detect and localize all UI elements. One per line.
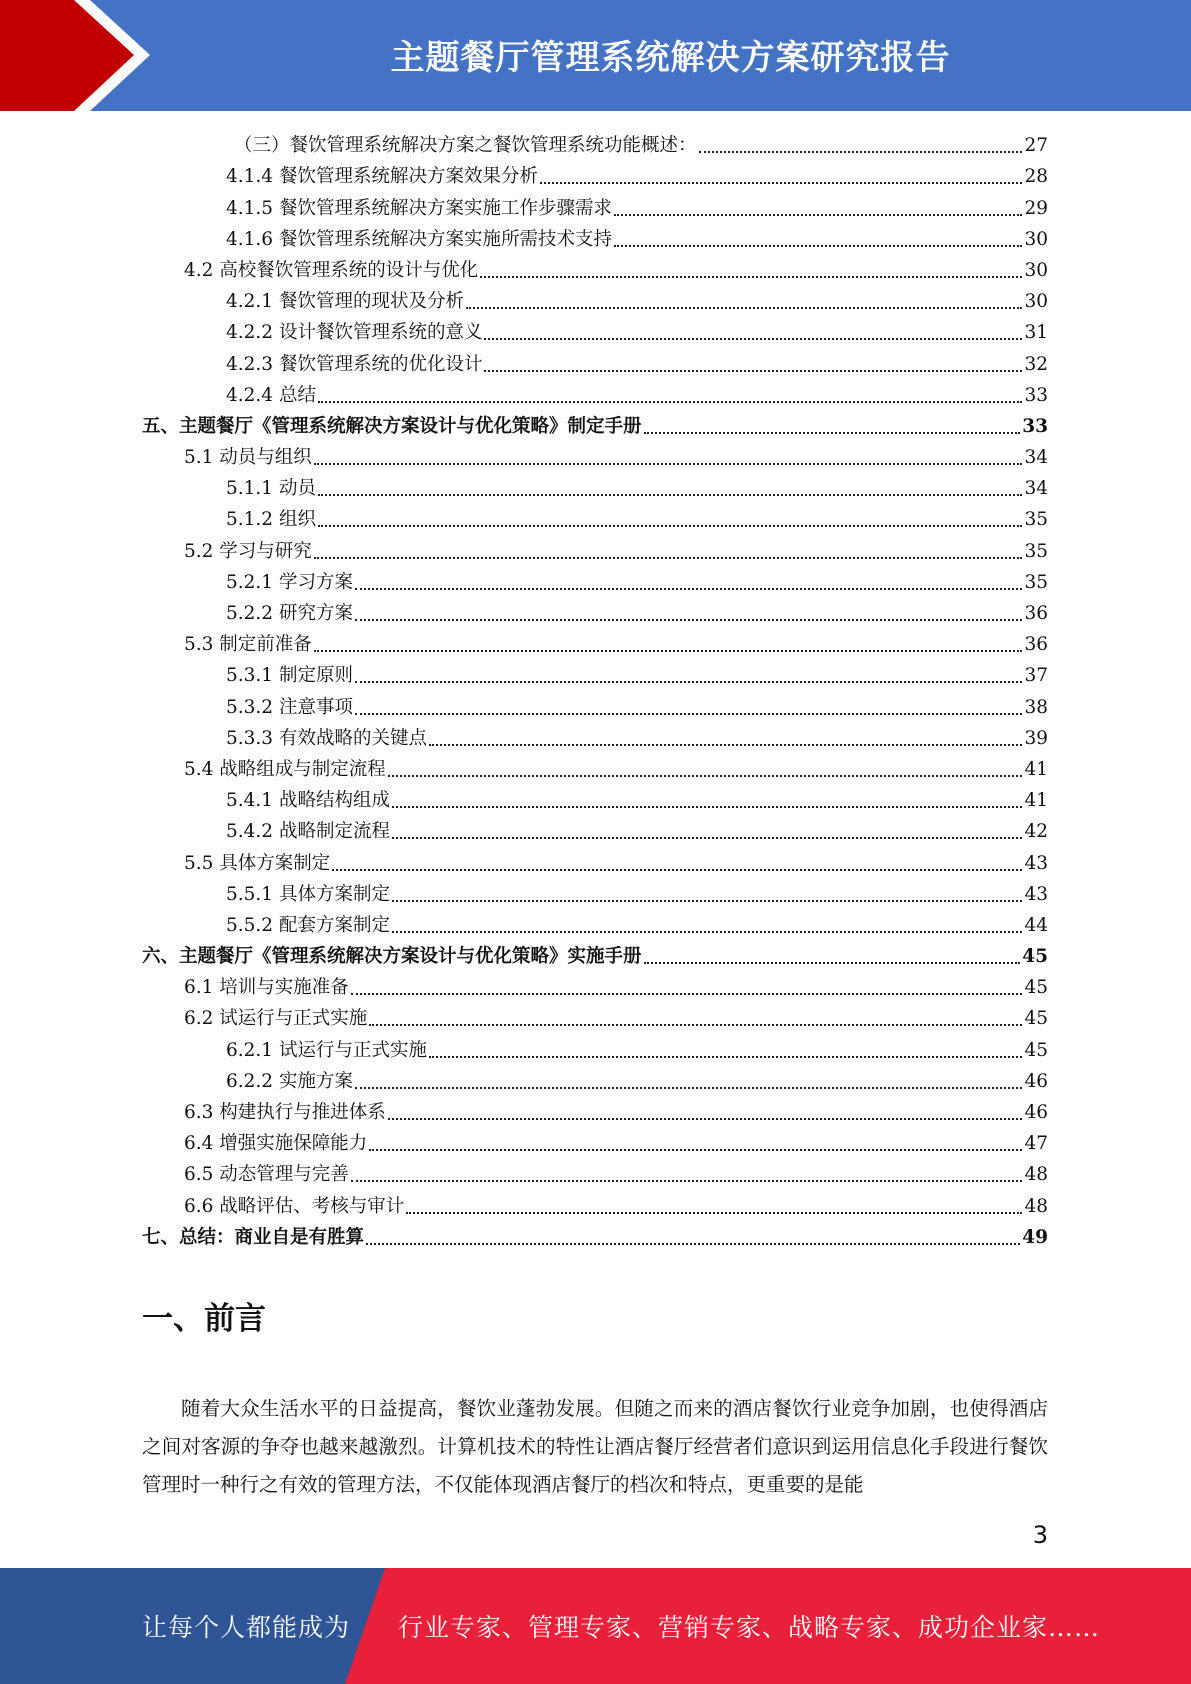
toc-dot-leader	[369, 1024, 1022, 1026]
footer-slogan-right: 行业专家、管理专家、营销专家、战略专家、成功企业家……	[398, 1613, 1101, 1642]
toc-dot-leader	[429, 1056, 1022, 1058]
toc-dot-leader	[369, 1149, 1022, 1151]
toc-dot-leader	[614, 245, 1022, 247]
toc-dot-leader	[540, 182, 1022, 184]
toc-entry[interactable]	[142, 1125, 1048, 1156]
toc-entry[interactable]	[142, 720, 1048, 751]
toc-entry[interactable]	[142, 813, 1048, 844]
toc-entry-page: 45	[1024, 977, 1048, 999]
toc-dot-leader	[644, 432, 1021, 434]
page-header	[0, 0, 1191, 111]
toc-entry-page: 44	[1024, 914, 1048, 936]
toc-entry-title: 6.4 增强实施保障能力	[184, 1133, 368, 1155]
toc-dot-leader	[318, 401, 1023, 403]
toc-entry[interactable]	[142, 127, 1048, 158]
toc-entry[interactable]	[142, 314, 1048, 345]
toc-entry-title: 5.5.1 具体方案制定	[226, 883, 390, 905]
toc-entry-page: 45	[1024, 1008, 1048, 1030]
toc-entry-title: 六、主题餐厅《管理系统解决方案设计与优化策略》实施手册	[142, 946, 642, 968]
toc-dot-leader	[314, 650, 1023, 652]
toc-entry-page: 33	[1022, 415, 1048, 437]
toc-dot-leader	[388, 775, 1023, 777]
toc-entry-title: 5.3.2 注意事项	[226, 696, 353, 718]
toc-entry-title: 5.5.2 配套方案制定	[226, 914, 390, 936]
toc-dot-leader	[466, 307, 1022, 309]
toc-entry-title: 5.4 战略组成与制定流程	[184, 758, 386, 780]
toc-entry-title: 4.2.3 餐饮管理系统的优化设计	[226, 353, 483, 375]
toc-entry-page: 39	[1024, 727, 1048, 749]
toc-dot-leader	[355, 713, 1023, 715]
toc-entry-title: 5.2.2 研究方案	[226, 603, 353, 624]
toc-entry-title: 4.2 高校餐饮管理系统的设计与优化	[184, 259, 479, 281]
toc-dot-leader	[429, 744, 1022, 746]
toc-entry-page: 29	[1024, 197, 1048, 219]
toc-entry[interactable]	[142, 876, 1048, 907]
toc-dot-leader	[484, 370, 1022, 372]
toc-entry-page: 43	[1024, 883, 1048, 905]
toc-dot-leader	[332, 869, 1022, 871]
toc-entry[interactable]	[142, 1156, 1048, 1187]
toc-dot-leader	[314, 463, 1023, 465]
toc-entry-title: 5.1.2 组织	[226, 509, 316, 531]
toc-entry-page: 41	[1024, 790, 1048, 812]
toc-dot-leader	[351, 1180, 1023, 1182]
toc-entry-title: 4.2.4 总结	[226, 384, 316, 406]
toc-entry-page: 36	[1024, 634, 1048, 656]
toc-entry[interactable]	[142, 969, 1048, 1000]
footer-slogan-left: 让每个人都能成为	[142, 1613, 351, 1642]
toc-dot-leader	[355, 1087, 1023, 1089]
toc-entry-title: 4.1.5 餐饮管理系统解决方案实施工作步骤需求	[226, 197, 612, 219]
toc-entry[interactable]	[142, 564, 1048, 595]
page-number: 3	[1032, 1521, 1048, 1549]
toc-entry-page: 30	[1024, 259, 1048, 281]
toc-dot-leader	[314, 557, 1023, 559]
toc-entry-title: 5.3 制定前准备	[184, 634, 312, 656]
toc-entry[interactable]	[142, 1219, 1048, 1250]
toc-entry[interactable]	[142, 1063, 1048, 1094]
toc-entry-title: 4.1.4 餐饮管理系统解决方案效果分析	[226, 166, 538, 188]
toc-entry[interactable]	[142, 782, 1048, 813]
toc-entry[interactable]	[142, 439, 1048, 470]
toc-entry-page: 37	[1024, 665, 1048, 687]
toc-entry[interactable]	[142, 252, 1048, 283]
toc-entry[interactable]	[142, 377, 1048, 408]
toc-entry-title: 6.2.2 实施方案	[226, 1070, 353, 1092]
toc-entry-page: 34	[1024, 447, 1048, 469]
toc-entry-title: 6.1 培训与实施准备	[184, 977, 349, 999]
toc-entry[interactable]	[142, 907, 1048, 938]
toc-entry-title: 5.1 动员与组织	[184, 447, 312, 469]
toc-entry-page: 30	[1024, 291, 1048, 313]
toc-dot-leader	[388, 1118, 1023, 1120]
toc-entry[interactable]	[142, 1031, 1048, 1062]
toc-entry[interactable]	[142, 938, 1048, 969]
toc-dot-leader	[355, 588, 1023, 590]
toc-dot-leader	[392, 931, 1022, 933]
toc-dot-leader	[355, 681, 1023, 683]
toc-entry-title: 五、主题餐厅《管理系统解决方案设计与优化策略》制定手册	[142, 415, 642, 437]
toc-entry[interactable]	[142, 1094, 1048, 1125]
toc-entry-page: 36	[1024, 603, 1048, 624]
toc-entry-title: 5.2.1 学习方案	[226, 571, 353, 593]
toc-entry-page: 30	[1024, 228, 1048, 250]
toc-entry-title: 4.2.2 设计餐饮管理系统的意义	[226, 322, 483, 344]
toc-entry-page: 41	[1024, 758, 1048, 780]
section-paragraph: 随着大众生活水平的日益提高，餐饮业蓬勃发展。但随之而来的酒店餐饮行业竞争加剧，也使得酒店之间对客源的争夺也越来越激烈。计算机技术的特性让酒店餐厅经营者们意识到运用信息化手段进行餐饮管理时一种行之有效的管理方法，不仅能体现酒店餐厅的档次和特点，更重要的是能	[142, 1397, 1048, 1496]
toc-entry-page: 46	[1024, 1070, 1048, 1092]
toc-entry-page: 35	[1024, 540, 1048, 562]
toc-dot-leader	[351, 993, 1023, 995]
toc-entry-title: 5.5 具体方案制定	[184, 852, 331, 874]
toc-entry-title: 6.3 构建执行与推进体系	[184, 1102, 386, 1123]
toc-entry-page: 35	[1024, 571, 1048, 593]
table-of-contents	[142, 127, 1048, 1250]
toc-entry[interactable]	[142, 283, 1048, 314]
toc-entry-page: 48	[1024, 1195, 1048, 1217]
toc-dot-leader	[392, 900, 1022, 902]
toc-entry-page: 35	[1024, 509, 1048, 531]
toc-entry[interactable]	[142, 626, 1048, 657]
toc-entry-title: 5.4.2 战略制定流程	[226, 821, 390, 843]
toc-entry-page: 45	[1024, 1039, 1048, 1061]
toc-dot-leader	[699, 151, 1023, 153]
toc-entry[interactable]	[142, 1187, 1048, 1218]
section-heading: 一、前言	[142, 1301, 266, 1337]
toc-entry[interactable]	[142, 501, 1048, 532]
toc-entry[interactable]	[142, 595, 1048, 626]
page-footer	[0, 1568, 1191, 1684]
toc-entry-page: 32	[1024, 353, 1048, 375]
toc-entry-page: 33	[1024, 384, 1048, 406]
toc-entry[interactable]	[142, 688, 1048, 719]
toc-entry-page: 43	[1024, 852, 1048, 874]
toc-dot-leader	[484, 338, 1022, 340]
toc-entry-title: 七、总结：商业自是有胜算	[142, 1226, 365, 1248]
toc-entry[interactable]	[142, 1000, 1048, 1031]
toc-entry[interactable]	[142, 408, 1048, 439]
toc-entry-title: 6.2.1 试运行与正式实施	[226, 1039, 427, 1061]
toc-entry[interactable]	[142, 532, 1048, 563]
toc-dot-leader	[406, 1212, 1022, 1214]
toc-dot-leader	[366, 1243, 1020, 1245]
toc-entry[interactable]	[142, 751, 1048, 782]
toc-entry-page: 27	[1024, 135, 1048, 157]
toc-entry-page: 31	[1024, 322, 1048, 344]
toc-entry-page: 49	[1022, 1226, 1048, 1248]
toc-dot-leader	[392, 806, 1022, 808]
toc-entry-title: 5.1.1 动员	[226, 478, 316, 500]
toc-entry[interactable]	[142, 221, 1048, 252]
toc-entry[interactable]	[142, 844, 1048, 875]
toc-entry-page: 38	[1024, 696, 1048, 718]
toc-entry[interactable]	[142, 657, 1048, 688]
toc-dot-leader	[614, 214, 1022, 216]
toc-dot-leader	[318, 525, 1023, 527]
toc-entry[interactable]	[142, 189, 1048, 220]
toc-entry-page: 28	[1024, 166, 1048, 188]
toc-entry-page: 46	[1024, 1102, 1048, 1123]
toc-entry-page: 42	[1024, 821, 1048, 843]
toc-entry-title: 5.4.1 战略结构组成	[226, 790, 390, 812]
toc-entry-title: 5.3.1 制定原则	[226, 665, 353, 687]
toc-entry[interactable]	[142, 470, 1048, 501]
toc-dot-leader	[318, 494, 1023, 496]
toc-entry-title: 6.5 动态管理与完善	[184, 1164, 349, 1186]
toc-dot-leader	[480, 276, 1022, 278]
toc-entry[interactable]	[142, 158, 1048, 189]
toc-entry-title: 5.2 学习与研究	[184, 540, 312, 562]
toc-entry[interactable]	[142, 345, 1048, 376]
toc-entry-title: 6.6 战略评估、考核与审计	[184, 1195, 405, 1217]
toc-entry-title: 4.2.1 餐饮管理的现状及分析	[226, 291, 464, 313]
toc-entry-title: 6.2 试运行与正式实施	[184, 1008, 368, 1030]
toc-entry-page: 34	[1024, 478, 1048, 500]
document-title: 主题餐厅管理系统解决方案研究报告	[390, 37, 951, 78]
toc-entry-title: 5.3.3 有效战略的关键点	[226, 727, 427, 749]
toc-entry-page: 48	[1024, 1164, 1048, 1186]
toc-dot-leader	[644, 962, 1021, 964]
toc-dot-leader	[355, 619, 1023, 621]
toc-dot-leader	[392, 837, 1022, 839]
toc-entry-page: 47	[1024, 1133, 1048, 1155]
toc-entry-title: 4.1.6 餐饮管理系统解决方案实施所需技术支持	[226, 228, 612, 250]
toc-entry-title: （三）餐饮管理系统解决方案之餐饮管理系统功能概述：	[234, 135, 697, 157]
toc-entry-page: 45	[1022, 946, 1048, 968]
